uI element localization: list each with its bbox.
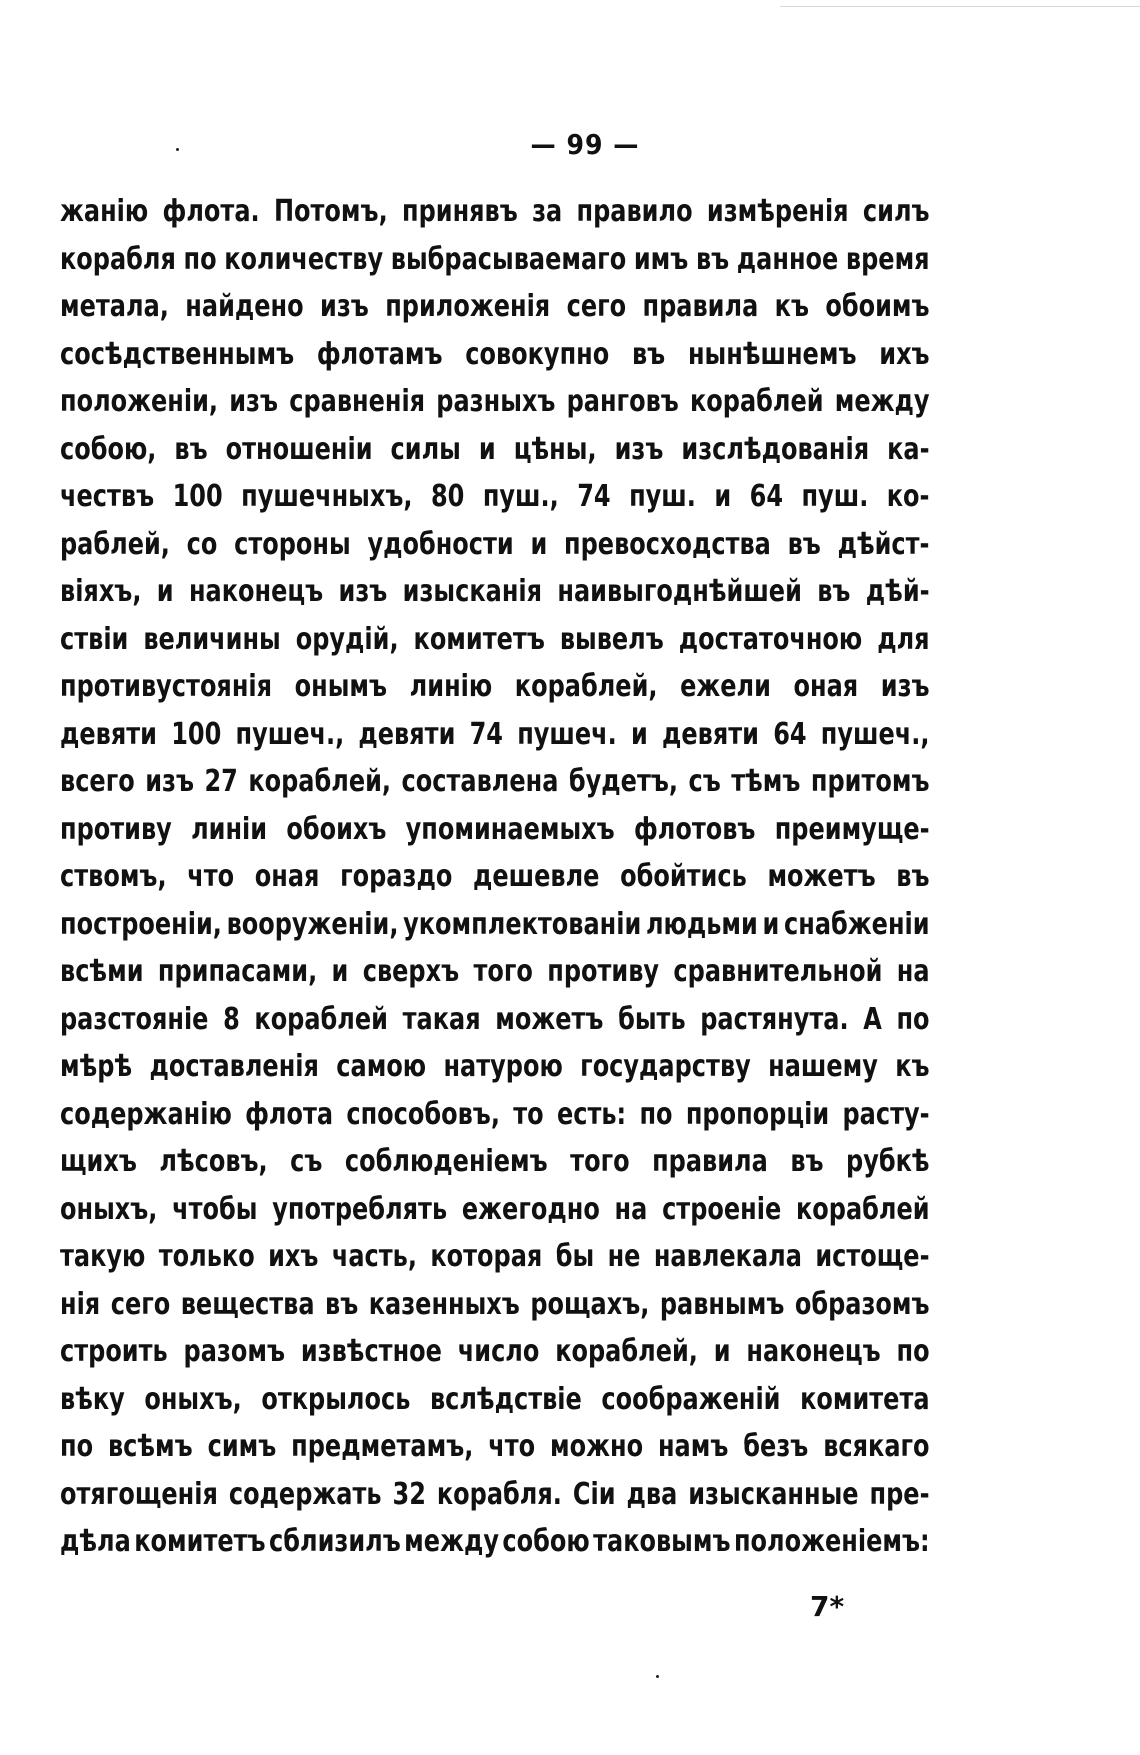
text-line: оныхъ, чтобы употреблять ежегодно на строеніе кораблей <box>60 1191 930 1227</box>
text-line: сосѣдственнымъ флотамъ совокупно въ нынѣшнемъ ихъ <box>60 336 930 372</box>
text-line: положеніи, изъ сравненія разныхъ ранговъ кораблей между <box>60 384 930 419</box>
text-line: ствіи величины орудій, комитетъ вывелъ достаточною для <box>60 621 930 657</box>
text-line: щихъ лѣсовъ, съ соблюденіемъ того правила въ рубкѣ <box>60 1144 930 1179</box>
text-line: жанію флота. Потомъ, принявъ за правило измѣренія силъ <box>60 194 930 229</box>
text-line: мѣрѣ доставленія самою натурою государству нашему къ <box>60 1049 930 1084</box>
signature-mark: 7* <box>810 1590 845 1623</box>
text-line: построеніи, вооруженіи, укомплектованіи людьми и снабженіи <box>60 906 930 942</box>
text-line: строить разомъ извѣстное число кораблей, и наконецъ по <box>60 1334 930 1369</box>
text-line: корабля по количеству выбрасываемаго имъ въ данное время <box>60 241 930 277</box>
text-line: нія сего вещества въ казенныхъ рощахъ, равнымъ образомъ <box>60 1286 930 1322</box>
text-line: отягощенія содержать 32 корабля. Сіи два изысканные пре- <box>60 1476 930 1512</box>
text-line: содержанію флота способовъ, то есть: по пропорціи расту- <box>60 1096 930 1132</box>
text-line: ствомъ, что оная гораздо дешевле обойтись можетъ въ <box>60 859 930 894</box>
text-line: вѣку оныхъ, открылось вслѣдствіе соображеній комитета <box>60 1381 930 1417</box>
text-line: разстояніе 8 кораблей такая можетъ быть растянута. А по <box>60 1001 930 1037</box>
text-line: дѣла комитетъ сблизилъ между собою таковымъ положеніемъ: <box>60 1524 930 1559</box>
scan-edge-line <box>780 6 1140 7</box>
text-line: чествъ 100 пушечныхъ, 80 пуш., 74 пуш. и 64 пуш. ко- <box>60 479 930 514</box>
text-line: противу линіи обоихъ упоминаемыхъ флотовъ преимуще- <box>60 811 930 847</box>
text-line: раблей, со стороны удобности и превосходства въ дѣйст- <box>60 526 930 562</box>
body-text <box>60 188 930 1566</box>
text-line: такую только ихъ часть, которая бы не навлекала истоще- <box>60 1239 930 1274</box>
text-line: метала, найдено изъ приложенія сего правила къ обоимъ <box>60 289 930 324</box>
text-line: віяхъ, и наконецъ изъ изысканія наивыгоднѣйшей въ дѣй- <box>60 574 930 609</box>
text-line: девяти 100 пушеч., девяти 74 пушеч. и девяти 64 пушеч., <box>60 716 930 752</box>
ink-speck <box>656 1675 659 1678</box>
text-line: противустоянія онымъ линію кораблей, ежели оная изъ <box>60 669 930 704</box>
text-line: собою, въ отношеніи силы и цѣны, изъ изслѣдованія ка- <box>60 431 930 467</box>
text-line: всѣми припасами, и сверхъ того противу сравнительной на <box>60 954 930 989</box>
text-line: по всѣмъ симъ предметамъ, что можно намъ безъ всякаго <box>60 1429 930 1464</box>
page-number: — 99 — <box>530 128 640 161</box>
text-line: всего изъ 27 кораблей, составлена будетъ, съ тѣмъ притомъ <box>60 764 930 799</box>
